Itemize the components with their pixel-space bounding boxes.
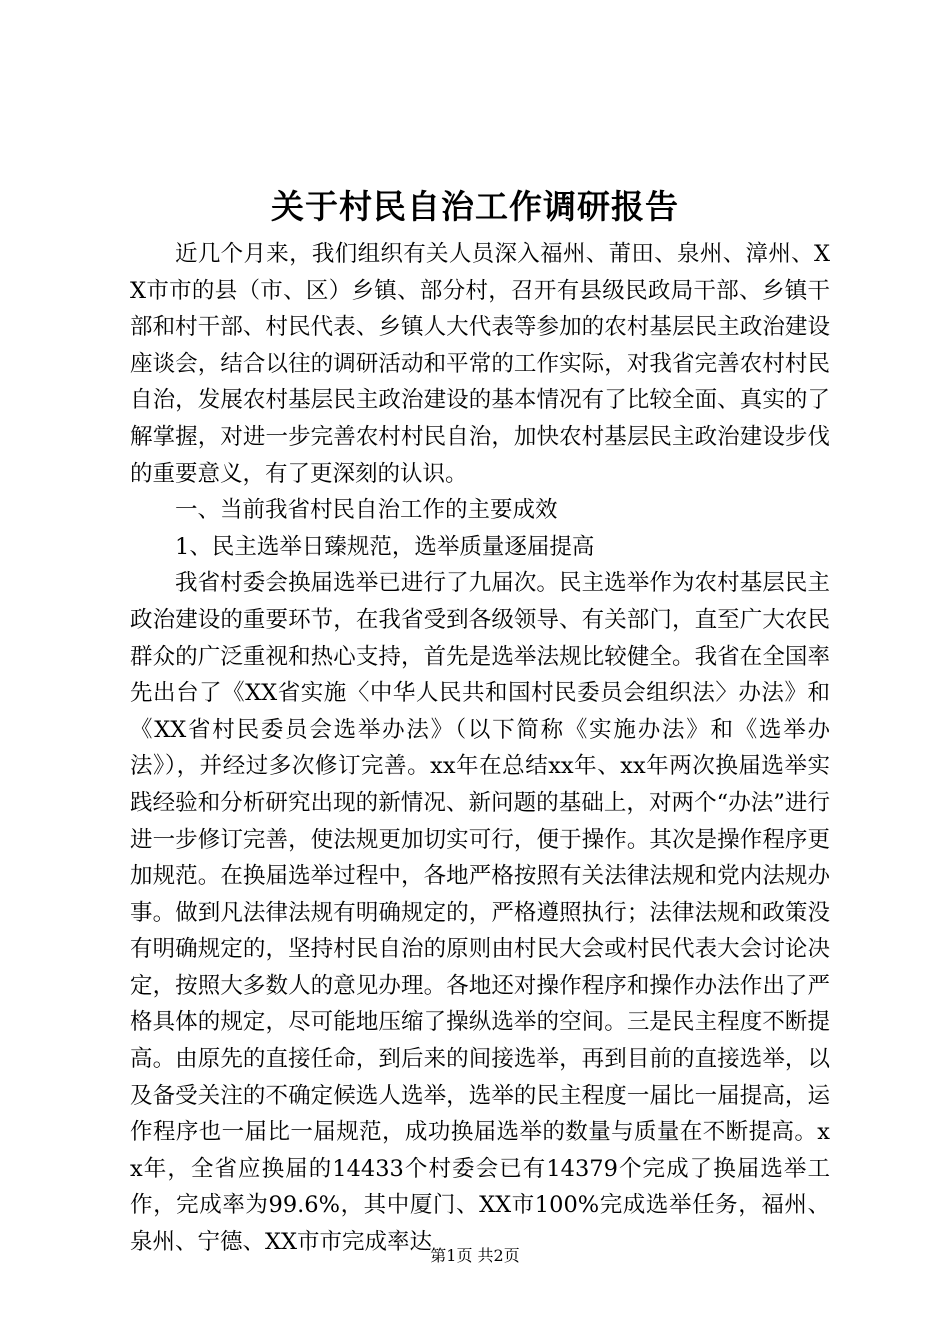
document-body: [130, 236, 830, 1261]
page-footer: 第1页 共2页: [430, 1246, 520, 1265]
subsection-heading-1-1: 1、民主选举日臻规范，选举质量逐届提高: [175, 533, 595, 560]
document-title: 关于村民自治工作调研报告: [271, 187, 679, 226]
section-heading-1: 一、当前我省村民自治工作的主要成效: [175, 497, 558, 524]
paragraph-intro: 近几个月来，我们组织有关人员深入福州、莆田、泉州、漳州、XX市市的县（市、区）乡镇、部分村，召开有县级民政局干部、乡镇干部和村干部、村民代表、乡镇人大代表等参加的农村基层民主政治建设座谈会，结合以往的调研活动和平常的工作实际，对我省完善农村村民自治，发展农村基层民主政治建设的基本情况有了比较全面、真实的了解掌握，对进一步完善农村村民自治，加快农村基层民主政治建设步伐的重要意义，有了更深刻的认识。: [130, 241, 830, 487]
paragraph-elections: 我省村委会换届选举已进行了九届次。民主选举作为农村基层民主政治建设的重要环节，在我省受到各级领导、有关部门，直至广大农民群众的广泛重视和热心支持，首先是选举法规比较健全。我省在全国率先出台了《XX省实施〈中华人民共和国村民委员会组织法〉办法》和《XX省村民委员会选举办法》（以下简称《实施办法》和《选举办法》），并经过多次修订完善。xx年在总结xx年、xx年两次换届选举实践经验和分析研究出现的新情况、新问题的基础上，对两个“办法”进行进一步修订完善，使法规更加切实可行，便于操作。其次是操作程序更加规范。在换届选举过程中，各地严格按照有关法律法规和党内法规办事。做到凡法律法规有明确规定的，严格遵照执行；法律法规和政策没有明确规定的，坚持村民自治的原则由村民大会或村民代表大会讨论决定，按照大多数人的意见办理。各地还对操作程序和操作办法作出了严格具体的规定，尽可能地压缩了操纵选举的空间。三是民主程度不断提高。由原先的直接任命，到后来的间接选举，再到目前的直接选举，以及备受关注的不确定候选人选举，选举的民主程度一届比一届提高，运作程序也一届比一届规范，成功换届选举的数量与质量在不断提高。xx年，全省应换届的14433个村委会已有14379个完成了换届选举工作，完成率为99.6%，其中厦门、XX市100%完成选举任务，福州、泉州、宁德、XX市市完成率达: [130, 570, 830, 1256]
